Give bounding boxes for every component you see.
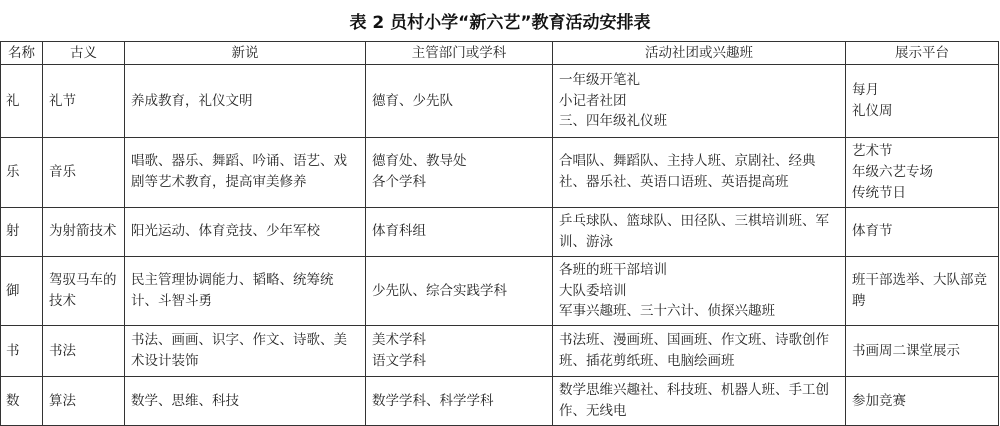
cell-line: 德育、少先队 bbox=[372, 92, 453, 109]
cell-line: 小记者社团 bbox=[559, 92, 627, 109]
cell-line: 为射箭技术 bbox=[49, 223, 117, 240]
cell-new bbox=[125, 65, 366, 138]
cell-line: 军事兴趣班、三十六计、侦探兴趣班 bbox=[559, 303, 775, 320]
cell-line: 书法、画画、识字、作文、诗歌、美术设计装饰 bbox=[131, 332, 347, 370]
cell-line: 数学思维兴趣社、科技班、机器人班、手工创作、无线电 bbox=[559, 382, 829, 420]
cell-line: 一年级开笔礼 bbox=[559, 71, 640, 88]
cell-name: 乐 bbox=[1, 138, 43, 208]
column-header-new: 新说 bbox=[125, 42, 366, 65]
column-header-activities: 活动社团或兴趣班 bbox=[553, 42, 846, 65]
cell-line: 算法 bbox=[49, 392, 76, 409]
cell-line: 阳光运动、体育竞技、少年军校 bbox=[131, 223, 320, 240]
cell-dept bbox=[366, 256, 553, 326]
cell-line: 驾驭马车的技术 bbox=[49, 272, 117, 309]
cell-line: 德育处、教导处 bbox=[372, 153, 467, 170]
cell-line: 年级六艺专场 bbox=[852, 163, 933, 180]
cell-platform bbox=[846, 65, 999, 138]
cell-line: 数学、思维、科技 bbox=[131, 392, 239, 409]
header-row bbox=[1, 42, 999, 65]
cell-line: 音乐 bbox=[49, 163, 76, 180]
cell-activities bbox=[553, 65, 846, 138]
cell-line: 合唱队、舞蹈队、主持人班、京剧社、经典社、器乐社、英语口语班、英语提高班 bbox=[559, 153, 816, 191]
cell-line: 书法班、漫画班、国画班、作文班、诗歌创作班、插花剪纸班、电脑绘画班 bbox=[559, 332, 829, 370]
cell-line: 语文学科 bbox=[372, 353, 426, 370]
table-row bbox=[1, 256, 999, 326]
cell-new bbox=[125, 326, 366, 377]
cell-dept bbox=[366, 326, 553, 377]
cell-line: 书画周二课堂展示 bbox=[852, 342, 960, 359]
cell-new bbox=[125, 377, 366, 426]
cell-activities bbox=[553, 377, 846, 426]
cell-platform bbox=[846, 326, 999, 377]
table-row bbox=[1, 207, 999, 256]
cell-line: 唱歌、器乐、舞蹈、吟诵、语艺、戏剧等艺术教育，提高审美修养 bbox=[131, 153, 347, 191]
cell-name: 射 bbox=[1, 207, 43, 256]
activity-schedule-table bbox=[0, 41, 999, 426]
cell-platform bbox=[846, 138, 999, 208]
cell-line: 数学学科、科学学科 bbox=[372, 392, 494, 409]
cell-dept bbox=[366, 377, 553, 426]
cell-line: 三、四年级礼仪班 bbox=[559, 113, 667, 130]
cell-line: 体育节 bbox=[852, 223, 893, 240]
cell-dept bbox=[366, 138, 553, 208]
cell-line: 参加竞赛 bbox=[852, 392, 906, 409]
cell-line: 艺术节 bbox=[852, 143, 893, 159]
column-header-dept: 主管部门或学科 bbox=[366, 42, 553, 65]
cell-activities bbox=[553, 138, 846, 208]
cell-name: 书 bbox=[1, 326, 43, 377]
cell-platform bbox=[846, 256, 999, 326]
column-header-name: 名称 bbox=[1, 42, 43, 65]
cell-name: 礼 bbox=[1, 65, 43, 138]
cell-activities bbox=[553, 256, 846, 326]
cell-line: 大队委培训 bbox=[559, 282, 627, 299]
cell-new bbox=[125, 256, 366, 326]
cell-line: 养成教育，礼仪文明 bbox=[131, 92, 253, 109]
cell-ancient bbox=[43, 138, 125, 208]
cell-line: 礼仪周 bbox=[852, 103, 893, 119]
cell-line: 乒乓球队、篮球队、田径队、三棋培训班、军训、游泳 bbox=[559, 212, 829, 250]
cell-new bbox=[125, 138, 366, 208]
cell-dept bbox=[366, 65, 553, 138]
cell-line: 传统节日 bbox=[852, 184, 906, 201]
cell-line: 每月 bbox=[852, 82, 879, 99]
table-row bbox=[1, 65, 999, 138]
cell-line: 书法 bbox=[49, 342, 76, 359]
cell-platform bbox=[846, 207, 999, 256]
cell-line: 美术学科 bbox=[372, 332, 426, 349]
cell-line: 各个学科 bbox=[372, 174, 426, 191]
table-row bbox=[1, 377, 999, 426]
cell-line: 少先队、综合实践学科 bbox=[372, 282, 507, 299]
table-title: 表 2 员村小学“新六艺”教育活动安排表 bbox=[349, 13, 651, 33]
cell-name: 御 bbox=[1, 256, 43, 326]
cell-name: 数 bbox=[1, 377, 43, 426]
cell-dept bbox=[366, 207, 553, 256]
cell-ancient bbox=[43, 65, 125, 138]
cell-new bbox=[125, 207, 366, 256]
cell-ancient bbox=[43, 256, 125, 326]
column-header-ancient: 古义 bbox=[43, 42, 125, 65]
table-body bbox=[1, 65, 999, 426]
cell-platform bbox=[846, 377, 999, 426]
cell-activities bbox=[553, 326, 846, 377]
table-row bbox=[1, 138, 999, 208]
cell-line: 礼节 bbox=[49, 92, 76, 109]
cell-activities bbox=[553, 207, 846, 256]
cell-line: 班干部选举、大队部竞聘 bbox=[852, 272, 987, 309]
cell-line: 各班的班干部培训 bbox=[559, 261, 667, 278]
cell-ancient bbox=[43, 326, 125, 377]
cell-line: 体育科组 bbox=[372, 223, 426, 240]
cell-ancient bbox=[43, 207, 125, 256]
cell-line: 民主管理协调能力、韬略、统筹统计、斗智斗勇 bbox=[131, 272, 334, 309]
column-header-platform: 展示平台 bbox=[846, 42, 999, 65]
table-row bbox=[1, 326, 999, 377]
cell-ancient bbox=[43, 377, 125, 426]
